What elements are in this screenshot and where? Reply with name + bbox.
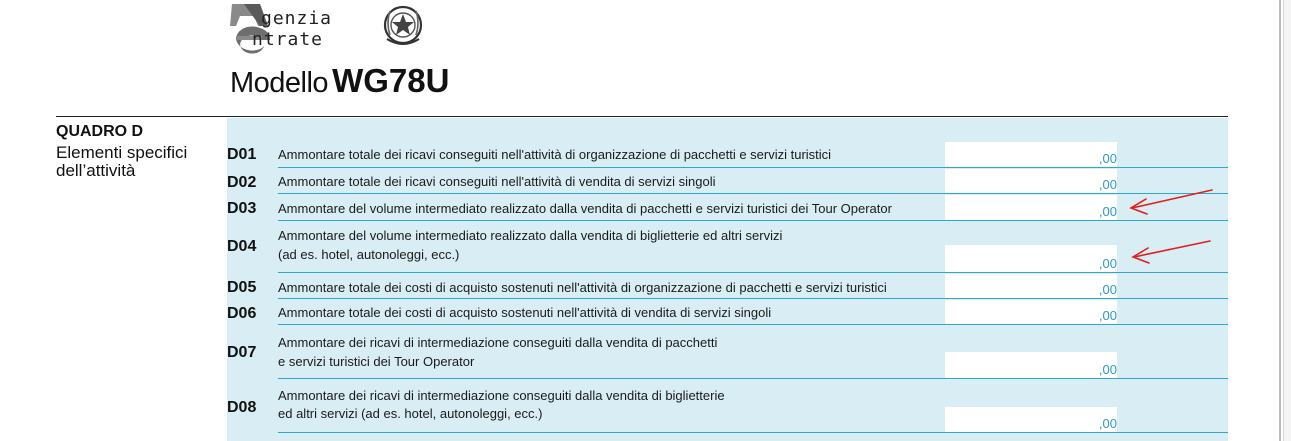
- form-row-d07: [227, 325, 1228, 379]
- row-label-line2: (ad es. hotel, autonoleggi, ecc.): [278, 247, 460, 262]
- model-title: [230, 62, 449, 100]
- row-divider: [278, 432, 1228, 433]
- amount-value: ,00: [1098, 416, 1117, 431]
- row-code: D02: [227, 174, 257, 191]
- row-label: Ammontare totale dei costi di acquisto sostenuti nell'attività di vendita di servizi singoli: [278, 305, 772, 320]
- amount-field-d05[interactable]: [945, 274, 1117, 298]
- amount-field-d03[interactable]: [945, 195, 1117, 220]
- amount-value: ,00: [1098, 151, 1117, 166]
- row-code: D04: [227, 238, 257, 255]
- model-prefix: Modello: [230, 67, 329, 99]
- amount-field-d06[interactable]: [945, 300, 1117, 324]
- row-label-line1: Ammontare dei ricavi di intermediazione conseguiti dalla vendita di pacchetti: [278, 335, 718, 350]
- section-title: QUADRO D: [56, 123, 144, 140]
- section-description: Elementi specifici dell’attività: [56, 143, 188, 180]
- row-label-line2: ed altri servizi (ad es. hotel, autonoleggi, ecc.): [278, 406, 543, 421]
- row-label: Ammontare del volume intermediato realizzato dalla vendita di pacchetti e servizi turistici dei Tour Operator: [278, 201, 892, 216]
- form-row-d01: [227, 140, 1228, 168]
- amount-field-d02[interactable]: [945, 169, 1117, 193]
- amount-value: ,00: [1098, 282, 1117, 297]
- row-code: D07: [227, 344, 257, 361]
- row-code: D05: [227, 279, 257, 296]
- red-arrow-icon: [1133, 241, 1210, 263]
- logo-text-line2: ntrate: [252, 29, 324, 50]
- red-arrow-icon: [1131, 190, 1212, 214]
- row-code: D01: [227, 146, 257, 163]
- row-label-line1: Ammontare dei ricavi di intermediazione conseguiti dalla vendita di biglietterie: [278, 388, 725, 403]
- amount-value: ,00: [1098, 177, 1117, 192]
- amount-field-d04[interactable]: [945, 245, 1117, 272]
- row-label-line1: Ammontare del volume intermediato realizzato dalla vendita di biglietterie ed altri servizi: [278, 228, 783, 243]
- amount-value: ,00: [1098, 308, 1117, 323]
- model-code: WG78U: [332, 62, 450, 99]
- row-label-line2: e servizi turistici dei Tour Operator: [278, 354, 475, 369]
- amount-field-d07[interactable]: [945, 352, 1117, 378]
- agenzia-entrate-logo: [230, 2, 430, 54]
- amount-value: ,00: [1098, 204, 1117, 219]
- form-row-d02: [227, 168, 1228, 194]
- form-row-d04: [227, 221, 1228, 273]
- row-label: Ammontare totale dei ricavi conseguiti nell'attività di organizzazione di pacchetti e servizi turistici: [278, 147, 832, 162]
- form-row-d06: [227, 299, 1228, 325]
- amount-value: ,00: [1098, 256, 1117, 271]
- row-label: Ammontare totale dei ricavi conseguiti nell'attività di vendita di servizi singoli: [278, 174, 716, 189]
- row-code: D06: [227, 305, 257, 322]
- amount-field-d01[interactable]: [945, 142, 1117, 167]
- form-row-d05: [227, 273, 1228, 299]
- amount-field-d08[interactable]: [945, 407, 1117, 432]
- annotation-arrows: [1120, 180, 1220, 270]
- vertical-scrollbar[interactable]: [1283, 0, 1291, 441]
- row-code: D08: [227, 399, 257, 416]
- form-panel: [227, 118, 1228, 441]
- section-divider: [56, 116, 1228, 117]
- republic-emblem-icon: [382, 3, 424, 51]
- amount-value: ,00: [1098, 362, 1117, 377]
- row-label: Ammontare totale dei costi di acquisto sostenuti nell'attività di organizzazione di pacchetti e servizi turistici: [278, 280, 887, 295]
- page-edge: [1279, 0, 1281, 441]
- form-row-d08: [227, 379, 1228, 432]
- form-row-d03: [227, 194, 1228, 221]
- logo-text-line1: genzia: [261, 8, 333, 29]
- row-code: D03: [227, 200, 257, 217]
